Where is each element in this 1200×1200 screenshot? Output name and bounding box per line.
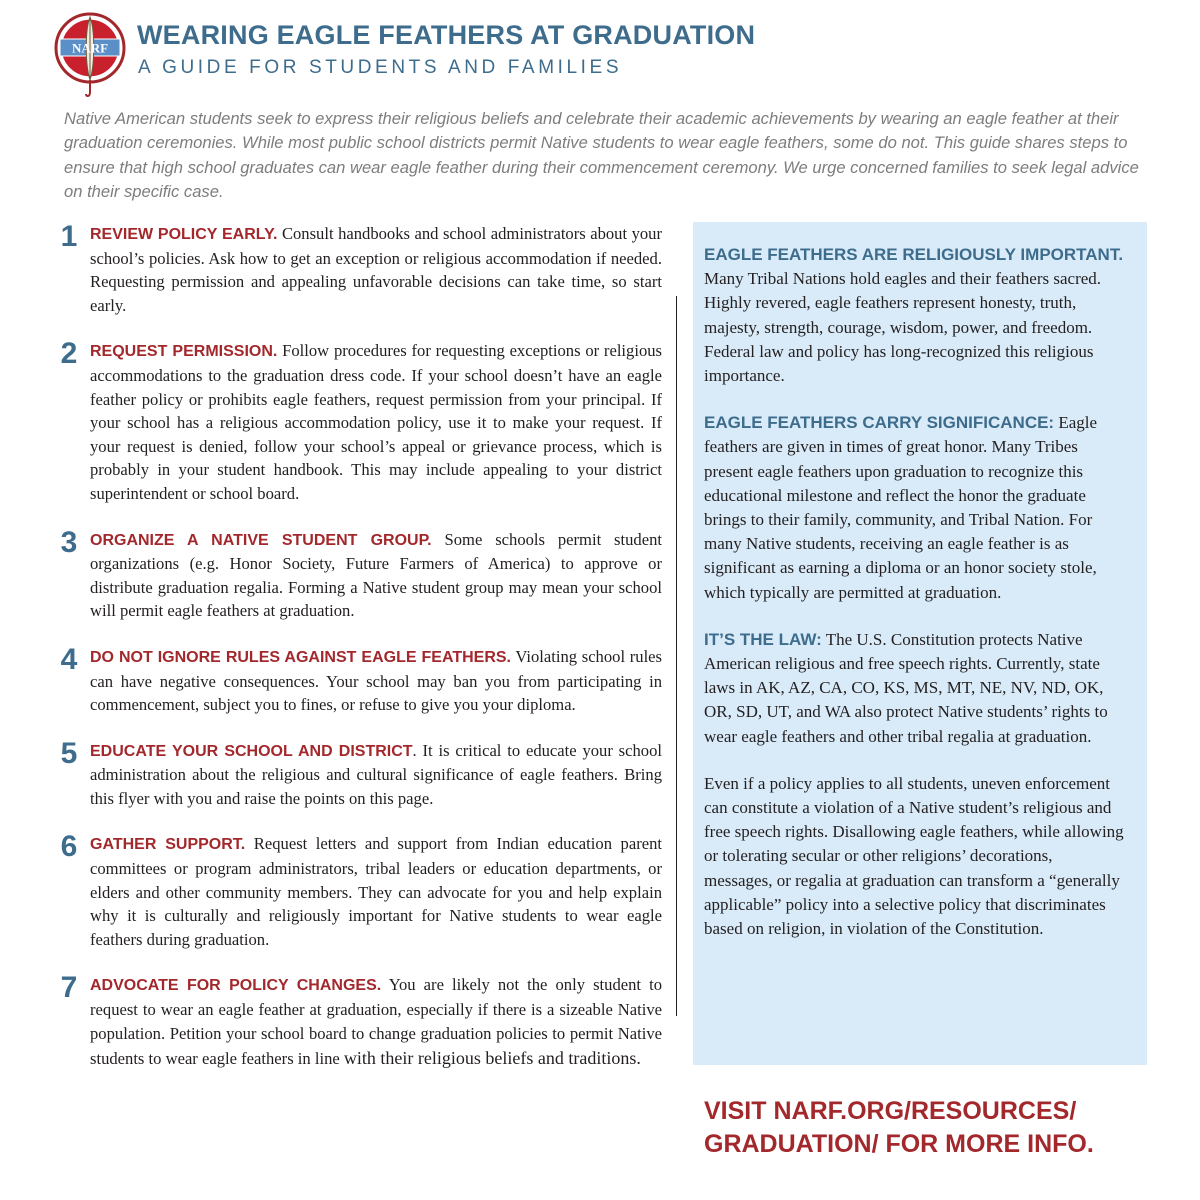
sidebar-body: The U.S. Constitution protects Native American religious and free speech rights. Currently, state laws in AK, AZ, CA, CO, KS, MS, MT, NE, NV, ND, OK, OR, SD, UT, and WA also protect Native students’ rights to wear eagle feathers and other tribal regalia at graduation.	[704, 629, 1108, 746]
step-number: 4	[60, 642, 78, 676]
cta-line: GRADUATION/ FOR MORE INFO.	[704, 1130, 1094, 1158]
page-subtitle: A GUIDE FOR STUDENTS AND FAMILIES	[138, 57, 623, 78]
sidebar-paragraph	[704, 772, 1125, 941]
step-text	[90, 645, 662, 717]
step-item	[52, 973, 662, 1071]
step-number: 1	[60, 220, 78, 253]
step-number: 6	[60, 830, 78, 864]
sidebar-heading: EAGLE FEATHERS ARE RELIGIOUSLY IMPORTANT.	[704, 245, 1124, 264]
step-heading: REVIEW POLICY EARLY.	[90, 226, 278, 243]
step-body: Follow procedures for requesting exceptions or religious accommodations to the graduation dress code. If your school doesn’t have an eagle feather policy or prohibits eagle feathers, request permission from your principal. If your school has a religious accommodation policy, use it to make your request. If your request is denied, follow your school’s appeal or grievance process, which is probably in your student handbook. This may include appealing to your district superintendent or school board.	[90, 341, 662, 503]
step-body: Consult handbooks and school administrators about your school’s policies. Ask how to get an exception or religious accommodation if needed. Requesting permission and appealing unfavorable decisions can take time, so start early.	[90, 224, 662, 315]
narf-logo	[54, 12, 126, 84]
step-number: 7	[60, 971, 78, 1005]
sidebar-body: Many Tribal Nations hold eagles and their feathers sacred. Highly revered, eagle feathers represent honesty, truth, majesty, strength, courage, wisdom, power, and freedom. Federal law and policy has long-recognized this religious importance.	[704, 269, 1102, 386]
step-text	[90, 339, 662, 505]
step-item	[52, 832, 662, 951]
resources-link[interactable]	[704, 1095, 1174, 1161]
intro-paragraph: Native American students seek to express their religious beliefs and celebrate their academic achievements by wearing an eagle feather at their graduation ceremonies. While most public school districts permit Native students to wear eagle feathers, some do not. This guide shares steps to ensure that high school graduates can wear eagle feather during their commencement ceremony. We urge concerned families to seek legal advice on their specific case.	[64, 109, 1139, 201]
step-heading: ADVOCATE FOR POLICY CHANGES.	[90, 977, 382, 995]
step-text	[90, 222, 662, 317]
sidebar-body: Even if a policy applies to all students, uneven enforcement can constitute a violation of a Native student’s religious and free speech rights. Disallowing eagle feathers, while allowing or tolerating secular or other religions’ decorations, messages, or regalia at graduation can transform a “generally applicable” policy into a selective policy that discriminates based on religion, in violation of the Constitution.	[704, 773, 1124, 939]
cta-line: VISIT NARF.ORG/RESOURCES/	[704, 1097, 1077, 1125]
sidebar-heading: IT’S THE LAW:	[704, 629, 822, 649]
sidebar-paragraph	[704, 243, 1125, 388]
svg-text:NARF: NARF	[71, 40, 109, 56]
step-item	[52, 642, 662, 717]
step-item	[52, 222, 662, 317]
step-item	[52, 736, 662, 811]
step-body-tail: with their religious beliefs and traditions.	[343, 1048, 641, 1069]
step-item	[52, 525, 662, 623]
sidebar-paragraph	[704, 411, 1125, 605]
step-text	[90, 832, 662, 951]
logo-feather-tail	[84, 80, 96, 100]
step-body: . It is critical to educate your school administration about the religious and cultural significance of eagle feathers. Bring this flyer with you and raise the points on this page.	[90, 740, 662, 808]
step-number: 5	[60, 736, 78, 770]
sidebar-heading: EAGLE FEATHERS CARRY SIGNIFICANCE:	[704, 413, 1055, 433]
step-number: 2	[60, 337, 78, 371]
page-title: WEARING EAGLE FEATHERS AT GRADUATION	[137, 20, 756, 50]
step-body: Some schools permit student organizations (e.g. Honor Society, Future Farmers of America) to approve or distribute graduation regalia. Forming a Native student group may mean your school will permit eagle feathers at graduation.	[90, 529, 662, 621]
step-heading: REQUEST PERMISSION.	[90, 343, 278, 361]
step-text	[90, 528, 662, 623]
info-sidebar	[693, 222, 1147, 1065]
step-heading: DO NOT IGNORE RULES AGAINST EAGLE FEATHERS.	[90, 648, 511, 666]
sidebar-body: Eagle feathers are given in times of great honor. Many Tribes present eagle feathers upon graduation to recognize this educational milestone and reflect the honor the graduate brings to their family, community, and Tribal Nation. For many Native students, receiving an eagle feather is as significant as earning a diploma or an honor society stole, which typically are permitted at graduation.	[704, 413, 1098, 602]
step-text	[90, 973, 662, 1071]
step-body: You are likely not the only student to request to wear an eagle feather at graduation, especially if there is a sizeable Native population. Petition your school board to change graduation policies to permit Native students to wear eagle feathers in line	[90, 975, 662, 1069]
step-body: Violating school rules can have negative consequences. Your school may ban you from participating in commencement, subject you to fines, or refuse to give you your diploma.	[90, 646, 662, 715]
step-number: 3	[60, 525, 78, 559]
step-body: Request letters and support from Indian education parent committees or program administrators, tribal leaders or education departments, or elders and other community members. They can advocate for you and help explain why it is culturally and religiously important for Native students to wear eagle feathers during graduation.	[90, 834, 662, 949]
step-text	[90, 739, 662, 811]
step-heading: GATHER SUPPORT.	[90, 836, 246, 854]
sidebar-paragraph	[704, 628, 1125, 749]
steps-list	[52, 222, 662, 1093]
column-divider	[676, 296, 677, 1016]
step-item	[52, 339, 662, 505]
step-heading: ORGANIZE A NATIVE STUDENT GROUP.	[90, 531, 432, 549]
step-heading: EDUCATE YOUR SCHOOL AND DISTRICT	[90, 742, 413, 760]
